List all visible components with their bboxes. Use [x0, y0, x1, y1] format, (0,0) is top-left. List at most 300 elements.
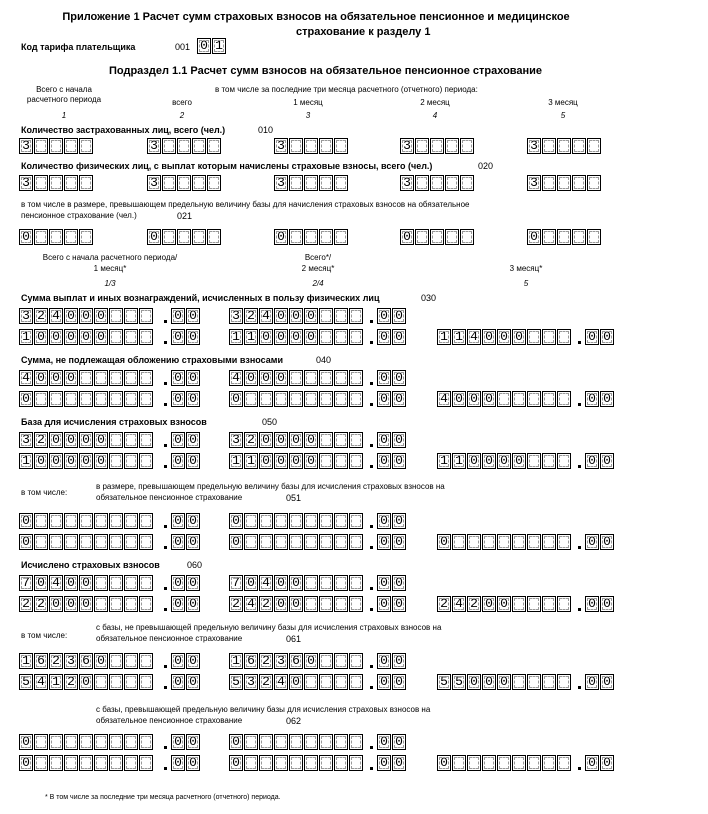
- row-060-label: Исчислено страховых взносов: [21, 560, 160, 570]
- digit-cell: 0: [600, 596, 614, 612]
- amount-kopecks-field[interactable]: [171, 453, 201, 469]
- amount-rubles-field[interactable]: [229, 653, 364, 669]
- digit-cell: [109, 329, 123, 345]
- digit-cell: 0: [274, 370, 288, 386]
- amount-rubles-field[interactable]: [437, 596, 572, 612]
- digit-cell: [124, 513, 138, 529]
- amount-kopecks-field[interactable]: [377, 674, 407, 690]
- decimal-point: [578, 403, 581, 406]
- digit-cell: [259, 391, 273, 407]
- digit-cell: 3: [527, 175, 541, 191]
- col-header-month-1: 1 месяц: [293, 98, 323, 107]
- digit-cell: [349, 653, 363, 669]
- digit-cell: 1: [19, 653, 33, 669]
- amount-kopecks-field[interactable]: [171, 432, 201, 448]
- decimal-point: [164, 403, 167, 406]
- row-010-field-3[interactable]: [274, 138, 349, 154]
- amount-rubles-field[interactable]: [19, 575, 154, 591]
- tariff-label: Код тарифа плательщика: [21, 42, 136, 52]
- digit-cell: [49, 534, 63, 550]
- digit-cell: 0: [79, 432, 93, 448]
- digit-cell: [497, 534, 511, 550]
- decimal-point: [370, 746, 373, 749]
- digit-cell: 0: [585, 596, 599, 612]
- money-col-number-1: 1/3: [104, 279, 116, 288]
- digit-cell: 0: [392, 575, 406, 591]
- digit-cell: 2: [19, 596, 33, 612]
- amount-kopecks-field[interactable]: [377, 453, 407, 469]
- digit-cell: [34, 391, 48, 407]
- digit-cell: [512, 596, 526, 612]
- digit-cell: [49, 513, 63, 529]
- digit-cell: 0: [79, 596, 93, 612]
- digit-cell: 7: [19, 575, 33, 591]
- digit-cell: [497, 755, 511, 771]
- row-040-code: 040: [316, 355, 332, 365]
- digit-cell: [162, 138, 176, 154]
- digit-cell: 0: [229, 534, 243, 550]
- amount-kopecks-field[interactable]: [171, 596, 201, 612]
- digit-cell: 1: [49, 674, 63, 690]
- digit-cell: 0: [94, 432, 108, 448]
- amount-kopecks-field[interactable]: [377, 734, 407, 750]
- digit-cell: 0: [274, 453, 288, 469]
- digit-cell: [289, 391, 303, 407]
- digit-cell: 0: [171, 391, 185, 407]
- digit-cell: 0: [304, 453, 318, 469]
- amount-rubles-field[interactable]: [437, 534, 572, 550]
- digit-cell: [304, 734, 318, 750]
- digit-cell: [304, 391, 318, 407]
- amount-rubles-field[interactable]: [229, 596, 364, 612]
- col-header-last-three-months: в том числе за последние три месяца расчетного (отчетного) периода:: [215, 85, 478, 94]
- row-021-label-line-1: в том числе в размере, превышающем предельную величину базы для начисления страховых взносов на обязательное: [21, 200, 470, 209]
- row-021-field-1[interactable]: [19, 229, 94, 245]
- row-021-field-4[interactable]: [400, 229, 475, 245]
- digit-cell: [289, 534, 303, 550]
- digit-cell: [304, 138, 318, 154]
- amount-rubles-field[interactable]: [19, 653, 154, 669]
- amount-kopecks-field[interactable]: [171, 329, 201, 345]
- col-header-month-3: 3 месяц: [548, 98, 578, 107]
- amount-rubles-field[interactable]: [229, 734, 364, 750]
- digit-cell: 0: [147, 229, 161, 245]
- digit-cell: [467, 534, 481, 550]
- amount-rubles-field[interactable]: [19, 329, 154, 345]
- digit-cell: 0: [259, 370, 273, 386]
- digit-cell: 0: [452, 391, 466, 407]
- digit-cell: [94, 596, 108, 612]
- digit-cell: 0: [392, 534, 406, 550]
- digit-cell: [79, 391, 93, 407]
- digit-cell: [124, 596, 138, 612]
- digit-cell: 0: [171, 370, 185, 386]
- digit-cell: [94, 755, 108, 771]
- digit-cell: [557, 453, 571, 469]
- digit-cell: 0: [585, 755, 599, 771]
- amount-rubles-field[interactable]: [19, 734, 154, 750]
- row-051-label-line-1: в размере, превышающем предельную величину базы для исчисления страховых взносов на: [96, 482, 445, 491]
- digit-cell: 0: [94, 653, 108, 669]
- amount-kopecks-field[interactable]: [377, 391, 407, 407]
- digit-cell: 0: [79, 674, 93, 690]
- digit-cell: [542, 175, 556, 191]
- digit-cell: 0: [304, 432, 318, 448]
- amount-kopecks-field[interactable]: [377, 370, 407, 386]
- row-051-prefix: в том числе:: [21, 488, 68, 497]
- digit-cell: 4: [229, 370, 243, 386]
- amount-rubles-field[interactable]: [229, 755, 364, 771]
- amount-rubles-field[interactable]: [229, 534, 364, 550]
- digit-cell: [34, 755, 48, 771]
- amount-kopecks-field[interactable]: [377, 513, 407, 529]
- amount-rubles-field[interactable]: [437, 329, 572, 345]
- digit-cell: 0: [392, 734, 406, 750]
- amount-rubles-field[interactable]: [229, 453, 364, 469]
- amount-rubles-field[interactable]: [229, 329, 364, 345]
- digit-cell: [289, 734, 303, 750]
- amount-rubles-field[interactable]: [229, 674, 364, 690]
- row-020-field-4[interactable]: [400, 175, 475, 191]
- digit-cell: 0: [49, 596, 63, 612]
- row-020-field-1[interactable]: [19, 175, 94, 191]
- amount-rubles-field[interactable]: [437, 391, 572, 407]
- amount-kopecks-field[interactable]: [585, 391, 615, 407]
- amount-kopecks-field[interactable]: [171, 534, 201, 550]
- digit-cell: 0: [186, 453, 200, 469]
- amount-kopecks-field[interactable]: [377, 329, 407, 345]
- amount-rubles-field[interactable]: [229, 308, 364, 324]
- digit-cell: [587, 175, 601, 191]
- decimal-point: [370, 382, 373, 385]
- digit-cell: 6: [79, 653, 93, 669]
- decimal-point: [164, 767, 167, 770]
- digit-cell: [192, 175, 206, 191]
- digit-cell: [79, 138, 93, 154]
- digit-cell: 1: [212, 38, 226, 54]
- digit-cell: [415, 175, 429, 191]
- digit-cell: [482, 534, 496, 550]
- digit-cell: 1: [452, 453, 466, 469]
- row-010-field-4[interactable]: [400, 138, 475, 154]
- digit-cell: [319, 229, 333, 245]
- digit-cell: 0: [467, 674, 481, 690]
- amount-rubles-field[interactable]: [19, 534, 154, 550]
- amount-kopecks-field[interactable]: [377, 308, 407, 324]
- row-020-field-3[interactable]: [274, 175, 349, 191]
- digit-cell: 2: [467, 596, 481, 612]
- digit-cell: 3: [274, 138, 288, 154]
- row-062-label-line-1: с базы, превышающей предельную величину базы для исчисления страховых взносов на: [96, 705, 431, 714]
- digit-cell: 0: [186, 755, 200, 771]
- digit-cell: [64, 229, 78, 245]
- digit-cell: 0: [289, 575, 303, 591]
- digit-cell: [482, 755, 496, 771]
- digit-cell: 0: [64, 453, 78, 469]
- digit-cell: [289, 229, 303, 245]
- row-030-label: Сумма выплат и иных вознаграждений, исчисленных в пользу физических лиц: [21, 293, 380, 303]
- digit-cell: 0: [19, 229, 33, 245]
- row-030-code: 030: [421, 293, 437, 303]
- digit-cell: [319, 175, 333, 191]
- digit-cell: [124, 653, 138, 669]
- amount-kopecks-field[interactable]: [171, 370, 201, 386]
- digit-cell: [124, 734, 138, 750]
- digit-cell: [319, 596, 333, 612]
- digit-cell: 0: [186, 653, 200, 669]
- digit-cell: [319, 674, 333, 690]
- digit-cell: [139, 308, 153, 324]
- amount-rubles-field[interactable]: [229, 391, 364, 407]
- amount-rubles-field[interactable]: [437, 453, 572, 469]
- digit-cell: 0: [392, 653, 406, 669]
- digit-cell: 0: [274, 308, 288, 324]
- digit-cell: [467, 755, 481, 771]
- digit-cell: 0: [377, 308, 391, 324]
- digit-cell: [334, 453, 348, 469]
- digit-cell: 0: [49, 329, 63, 345]
- digit-cell: 0: [289, 674, 303, 690]
- digit-cell: 0: [229, 755, 243, 771]
- digit-cell: [192, 138, 206, 154]
- digit-cell: 1: [229, 653, 243, 669]
- digit-cell: [319, 138, 333, 154]
- digit-cell: 0: [377, 653, 391, 669]
- digit-cell: [162, 175, 176, 191]
- amount-kopecks-field[interactable]: [585, 534, 615, 550]
- digit-cell: 0: [186, 391, 200, 407]
- digit-cell: [109, 653, 123, 669]
- digit-cell: [259, 734, 273, 750]
- amount-rubles-field[interactable]: [19, 755, 154, 771]
- amount-kopecks-field[interactable]: [585, 755, 615, 771]
- digit-cell: [124, 370, 138, 386]
- row-021-field-5[interactable]: [527, 229, 602, 245]
- amount-rubles-field[interactable]: [19, 596, 154, 612]
- digit-cell: [349, 513, 363, 529]
- digit-cell: 4: [19, 370, 33, 386]
- digit-cell: [64, 513, 78, 529]
- amount-kopecks-field[interactable]: [377, 534, 407, 550]
- decimal-point: [164, 608, 167, 611]
- digit-cell: 0: [437, 755, 451, 771]
- row-061-code: 061: [286, 634, 302, 644]
- digit-cell: [349, 329, 363, 345]
- digit-cell: 0: [289, 596, 303, 612]
- digit-cell: [304, 755, 318, 771]
- row-010-field-5[interactable]: [527, 138, 602, 154]
- row-020-field-5[interactable]: [527, 175, 602, 191]
- decimal-point: [578, 767, 581, 770]
- digit-cell: 0: [171, 513, 185, 529]
- digit-cell: [557, 534, 571, 550]
- col-number-1: 1: [61, 111, 67, 120]
- digit-cell: 0: [171, 596, 185, 612]
- amount-kopecks-field[interactable]: [377, 575, 407, 591]
- money-col-number-2: 2/4: [312, 279, 324, 288]
- digit-cell: [244, 513, 258, 529]
- digit-cell: [542, 138, 556, 154]
- digit-cell: 0: [197, 38, 211, 54]
- digit-cell: [557, 175, 571, 191]
- digit-cell: [349, 755, 363, 771]
- amount-kopecks-field[interactable]: [585, 674, 615, 690]
- amount-rubles-field[interactable]: [19, 513, 154, 529]
- amount-rubles-field[interactable]: [19, 391, 154, 407]
- amount-kopecks-field[interactable]: [377, 755, 407, 771]
- digit-cell: [139, 653, 153, 669]
- digit-cell: 0: [585, 453, 599, 469]
- digit-cell: [177, 138, 191, 154]
- row-010-field-2[interactable]: [147, 138, 222, 154]
- digit-cell: 2: [437, 596, 451, 612]
- decimal-point: [578, 546, 581, 549]
- digit-cell: [349, 734, 363, 750]
- digit-cell: 0: [377, 432, 391, 448]
- digit-cell: [79, 734, 93, 750]
- digit-cell: [497, 391, 511, 407]
- digit-cell: 0: [377, 734, 391, 750]
- amount-rubles-field[interactable]: [437, 674, 572, 690]
- digit-cell: [139, 432, 153, 448]
- digit-cell: [109, 308, 123, 324]
- digit-cell: [527, 534, 541, 550]
- amount-rubles-field[interactable]: [19, 453, 154, 469]
- amount-kopecks-field[interactable]: [171, 755, 201, 771]
- digit-cell: [274, 734, 288, 750]
- row-062-code: 062: [286, 716, 302, 726]
- digit-cell: [109, 513, 123, 529]
- digit-cell: 0: [186, 329, 200, 345]
- digit-cell: [527, 329, 541, 345]
- digit-cell: [177, 229, 191, 245]
- digit-cell: 0: [274, 596, 288, 612]
- amount-kopecks-field[interactable]: [171, 734, 201, 750]
- digit-cell: 0: [186, 513, 200, 529]
- digit-cell: 0: [171, 329, 185, 345]
- digit-cell: [334, 391, 348, 407]
- digit-cell: [109, 391, 123, 407]
- amount-kopecks-field[interactable]: [585, 329, 615, 345]
- amount-kopecks-field[interactable]: [171, 575, 201, 591]
- digit-cell: 3: [64, 653, 78, 669]
- digit-cell: [572, 175, 586, 191]
- amount-kopecks-field[interactable]: [377, 596, 407, 612]
- digit-cell: [207, 138, 221, 154]
- row-021-field-3[interactable]: [274, 229, 349, 245]
- digit-cell: 0: [512, 453, 526, 469]
- amount-rubles-field[interactable]: [229, 575, 364, 591]
- digit-cell: 0: [600, 674, 614, 690]
- amount-kopecks-field[interactable]: [585, 453, 615, 469]
- digit-cell: [460, 138, 474, 154]
- digit-cell: 3: [400, 138, 414, 154]
- col-header-period-total: Всего с начала: [36, 85, 92, 94]
- amount-kopecks-field[interactable]: [171, 674, 201, 690]
- digit-cell: [319, 575, 333, 591]
- digit-cell: 0: [244, 370, 258, 386]
- digit-cell: [334, 308, 348, 324]
- amount-kopecks-field[interactable]: [171, 308, 201, 324]
- digit-cell: [259, 513, 273, 529]
- digit-cell: 0: [49, 453, 63, 469]
- digit-cell: 3: [19, 308, 33, 324]
- amount-rubles-field[interactable]: [19, 432, 154, 448]
- digit-cell: [94, 734, 108, 750]
- digit-cell: 0: [171, 734, 185, 750]
- digit-cell: [34, 175, 48, 191]
- digit-cell: 1: [229, 453, 243, 469]
- row-061-label-line-1: с базы, не превышающей предельную величину базы для исчисления страховых взносов на: [96, 623, 442, 632]
- digit-cell: 0: [79, 329, 93, 345]
- digit-cell: [109, 370, 123, 386]
- digit-cell: [542, 229, 556, 245]
- amount-rubles-field[interactable]: [19, 370, 154, 386]
- digit-cell: 1: [437, 453, 451, 469]
- digit-cell: 0: [289, 308, 303, 324]
- amount-kopecks-field[interactable]: [171, 391, 201, 407]
- digit-cell: [64, 175, 78, 191]
- digit-cell: [79, 175, 93, 191]
- amount-rubles-field[interactable]: [437, 755, 572, 771]
- decimal-point: [164, 665, 167, 668]
- tariff-code-field[interactable]: [197, 38, 227, 54]
- amount-kopecks-field[interactable]: [171, 513, 201, 529]
- digit-cell: 0: [49, 432, 63, 448]
- amount-rubles-field[interactable]: [19, 308, 154, 324]
- digit-cell: [334, 175, 348, 191]
- row-010-field-1[interactable]: [19, 138, 94, 154]
- amount-kopecks-field[interactable]: [377, 432, 407, 448]
- money-col-header-2b: 2 месяц*: [301, 264, 335, 273]
- digit-cell: 0: [64, 575, 78, 591]
- digit-cell: 3: [229, 308, 243, 324]
- money-col-header-2: Всего*/: [304, 253, 332, 262]
- amount-rubles-field[interactable]: [229, 370, 364, 386]
- digit-cell: 0: [377, 534, 391, 550]
- digit-cell: [139, 755, 153, 771]
- digit-cell: [319, 755, 333, 771]
- amount-rubles-field[interactable]: [229, 432, 364, 448]
- digit-cell: 0: [600, 329, 614, 345]
- digit-cell: 0: [289, 453, 303, 469]
- digit-cell: 0: [244, 575, 258, 591]
- digit-cell: 0: [64, 596, 78, 612]
- row-020-field-2[interactable]: [147, 175, 222, 191]
- digit-cell: 0: [482, 674, 496, 690]
- digit-cell: [334, 138, 348, 154]
- amount-rubles-field[interactable]: [229, 513, 364, 529]
- digit-cell: [512, 674, 526, 690]
- digit-cell: 0: [497, 453, 511, 469]
- digit-cell: 0: [600, 453, 614, 469]
- digit-cell: [124, 575, 138, 591]
- row-021-field-2[interactable]: [147, 229, 222, 245]
- amount-rubles-field[interactable]: [19, 674, 154, 690]
- amount-kopecks-field[interactable]: [377, 653, 407, 669]
- digit-cell: 0: [94, 308, 108, 324]
- digit-cell: 0: [171, 653, 185, 669]
- amount-kopecks-field[interactable]: [585, 596, 615, 612]
- digit-cell: 0: [64, 329, 78, 345]
- digit-cell: [349, 453, 363, 469]
- digit-cell: [79, 370, 93, 386]
- decimal-point: [370, 465, 373, 468]
- amount-kopecks-field[interactable]: [171, 653, 201, 669]
- digit-cell: [304, 370, 318, 386]
- digit-cell: 0: [171, 308, 185, 324]
- digit-cell: 0: [482, 391, 496, 407]
